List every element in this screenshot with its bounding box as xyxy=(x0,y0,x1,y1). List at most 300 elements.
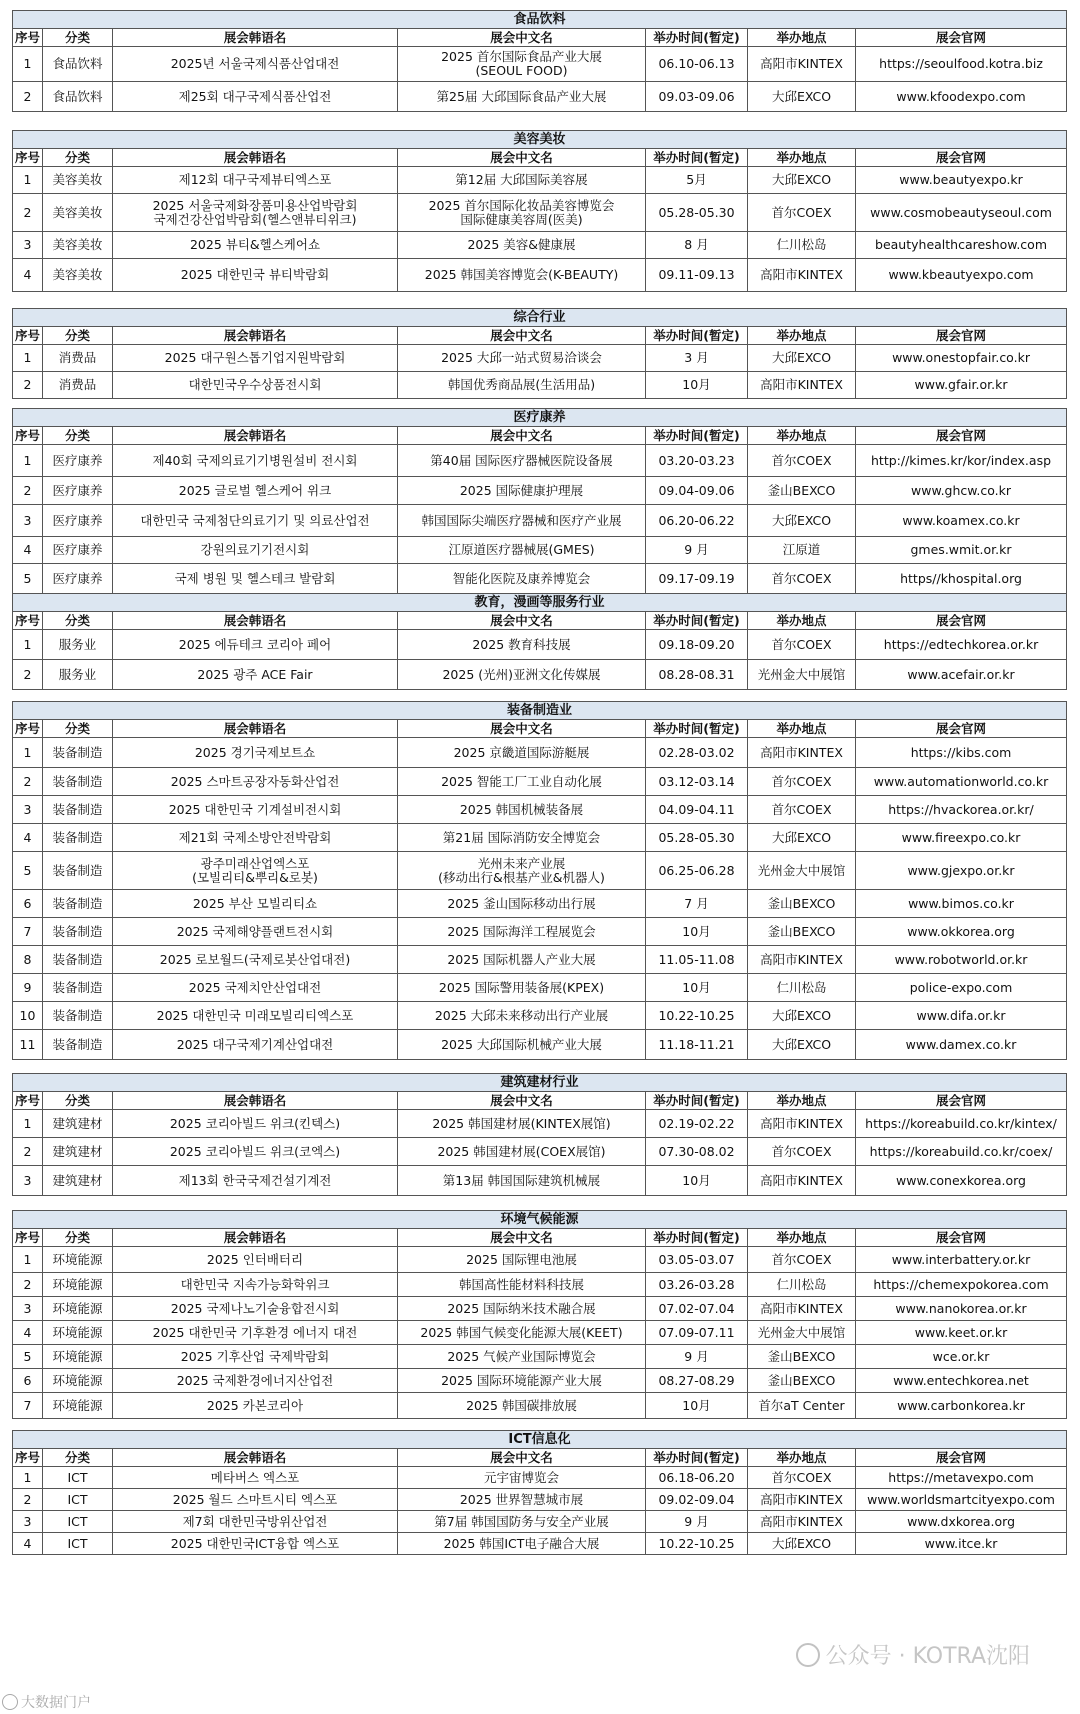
cell-website[interactable]: www.worldsmartcityexpo.com xyxy=(856,1489,1067,1511)
table-row xyxy=(13,194,1067,232)
cell-korean-name: 2025 대한민국 기계설비전시회 xyxy=(113,796,398,824)
cell-chinese-name: 第7届 韩国国防务与安全产业展 xyxy=(398,1511,646,1533)
cell-row-number: 6 xyxy=(13,1369,43,1393)
table-row xyxy=(13,768,1067,796)
cell-date: 10月 xyxy=(646,1393,748,1419)
cell-website[interactable]: www.gfair.or.kr xyxy=(856,372,1067,399)
cell-website[interactable]: https://metavexpo.com xyxy=(856,1467,1067,1489)
cell-row-number: 2 xyxy=(13,660,43,690)
column-header-row-number: 序号 xyxy=(13,149,43,167)
column-header-chinese-name: 展会中文名 xyxy=(398,1092,646,1110)
cell-website[interactable]: beautyhealthcareshow.com xyxy=(856,232,1067,259)
column-header-chinese-name: 展会中文名 xyxy=(398,612,646,630)
cell-chinese-name: 2025 大邱国际机械产业大展 xyxy=(398,1030,646,1060)
cell-korean-name: 2025 대구국제기계산업대전 xyxy=(113,1030,398,1060)
cell-website[interactable]: http://kimes.kr/kor/index.asp xyxy=(856,445,1067,477)
section-title-row xyxy=(13,1074,1067,1092)
cell-website[interactable]: www.okkorea.org xyxy=(856,918,1067,946)
cell-row-number: 4 xyxy=(13,259,43,292)
watermark-right-text: 公众号 · KOTRA沈阳 xyxy=(825,1644,1030,1669)
column-header-chinese-name: 展会中文名 xyxy=(398,427,646,445)
section-table xyxy=(12,593,1067,690)
table-header-row xyxy=(13,1092,1067,1110)
cell-korean-name: 2025 인터배터리 xyxy=(113,1247,398,1273)
table-row xyxy=(13,1393,1067,1419)
table-header-row xyxy=(13,612,1067,630)
column-header-korean-name: 展会韩语名 xyxy=(113,612,398,630)
cell-venue: 大邱EXCO xyxy=(748,824,856,852)
cell-korean-name: 광주미래산업엑스포 (모빌리티&뿌리&로봇) xyxy=(113,852,398,890)
cell-date: 11.05-11.08 xyxy=(646,946,748,974)
cell-korean-name: 2025 에듀테크 코리아 페어 xyxy=(113,630,398,660)
cell-row-number: 4 xyxy=(13,1321,43,1345)
cell-date: 9 月 xyxy=(646,537,748,564)
cell-website[interactable]: https://hvackorea.or.kr/ xyxy=(856,796,1067,824)
section-title-row xyxy=(13,1431,1067,1449)
cell-venue: 首尔COEX xyxy=(748,445,856,477)
cell-website[interactable]: police-expo.com xyxy=(856,974,1067,1002)
table-header-row xyxy=(13,149,1067,167)
column-header-chinese-name: 展会中文名 xyxy=(398,327,646,345)
cell-category: 医疗康养 xyxy=(43,477,113,505)
cell-website[interactable]: www.itce.kr xyxy=(856,1533,1067,1555)
cell-website[interactable]: www.entechkorea.net xyxy=(856,1369,1067,1393)
cell-category: 装备制造 xyxy=(43,1002,113,1030)
wechat-icon xyxy=(796,1643,820,1667)
cell-row-number: 3 xyxy=(13,1511,43,1533)
cell-date: 9 月 xyxy=(646,1511,748,1533)
column-header-category: 分类 xyxy=(43,149,113,167)
column-header-chinese-name: 展会中文名 xyxy=(398,149,646,167)
table-row xyxy=(13,630,1067,660)
table-row xyxy=(13,918,1067,946)
cell-chinese-name: 2025 韩国机械装备展 xyxy=(398,796,646,824)
cell-row-number: 1 xyxy=(13,1467,43,1489)
column-header-korean-name: 展会韩语名 xyxy=(113,427,398,445)
cell-date: 10.22-10.25 xyxy=(646,1533,748,1555)
section-table xyxy=(12,10,1067,112)
watermark-left xyxy=(2,1692,91,1712)
cell-chinese-name: 2025 国际锂电池展 xyxy=(398,1247,646,1273)
cell-date: 09.18-09.20 xyxy=(646,630,748,660)
cell-korean-name: 2025 월드 스마트시티 엑스포 xyxy=(113,1489,398,1511)
cell-row-number: 2 xyxy=(13,1138,43,1166)
cell-korean-name: 2025 글로벌 헬스케어 위크 xyxy=(113,477,398,505)
column-header-venue: 举办地点 xyxy=(748,1092,856,1110)
cell-category: 环境能源 xyxy=(43,1247,113,1273)
cell-korean-name: 제40회 국제의료기기병원설비 전시회 xyxy=(113,445,398,477)
cell-category: 食品饮料 xyxy=(43,47,113,82)
section-title-row xyxy=(13,702,1067,720)
section-title: 医疗康养 xyxy=(13,409,1067,427)
column-header-date: 举办时间(暂定) xyxy=(646,149,748,167)
table-row xyxy=(13,1489,1067,1511)
cell-chinese-name: 第21届 国际消防安全博览会 xyxy=(398,824,646,852)
cell-chinese-name: 2025 韩国气候变化能源大展(KEET) xyxy=(398,1321,646,1345)
cell-row-number: 4 xyxy=(13,537,43,564)
column-header-row-number: 序号 xyxy=(13,720,43,738)
cell-website[interactable]: www.automationworld.co.kr xyxy=(856,768,1067,796)
column-header-venue: 举办地点 xyxy=(748,720,856,738)
column-header-website: 展会官网 xyxy=(856,327,1067,345)
section-table xyxy=(12,130,1067,292)
cell-chinese-name: 2025 世界智慧城市展 xyxy=(398,1489,646,1511)
cell-website[interactable]: https://koreabuild.co.kr/kintex/ xyxy=(856,1110,1067,1138)
cell-row-number: 5 xyxy=(13,852,43,890)
section-table xyxy=(12,1073,1067,1196)
cell-date: 10月 xyxy=(646,918,748,946)
cell-chinese-name: 2025 韩国碳排放展 xyxy=(398,1393,646,1419)
cell-date: 04.09-04.11 xyxy=(646,796,748,824)
cell-chinese-name: 2025 国际健康护理展 xyxy=(398,477,646,505)
cell-website[interactable]: https://kibs.com xyxy=(856,738,1067,768)
table-row xyxy=(13,974,1067,1002)
cell-row-number: 1 xyxy=(13,1247,43,1273)
column-header-date: 举办时间(暂定) xyxy=(646,1229,748,1247)
cell-row-number: 3 xyxy=(13,232,43,259)
cell-website[interactable]: www.kfoodexpo.com xyxy=(856,82,1067,112)
column-header-row-number: 序号 xyxy=(13,612,43,630)
cell-chinese-name: 2025 首尔国际化妆品美容博览会 国际健康美容周(医美) xyxy=(398,194,646,232)
column-header-korean-name: 展会韩语名 xyxy=(113,1092,398,1110)
column-header-website: 展会官网 xyxy=(856,149,1067,167)
cell-chinese-name: 2025 大邱一站式贸易洽谈会 xyxy=(398,345,646,372)
section-title-row xyxy=(13,131,1067,149)
cell-chinese-name: 第13届 韩国国际建筑机械展 xyxy=(398,1166,646,1196)
table-row xyxy=(13,796,1067,824)
cell-date: 06.25-06.28 xyxy=(646,852,748,890)
cell-korean-name: 2025 로보월드(국제로봇산업대전) xyxy=(113,946,398,974)
cell-category: 装备制造 xyxy=(43,768,113,796)
table-header-row xyxy=(13,720,1067,738)
cell-venue: 首尔COEX xyxy=(748,796,856,824)
section-table xyxy=(12,1210,1067,1419)
cell-date: 07.09-07.11 xyxy=(646,1321,748,1345)
cell-venue: 大邱EXCO xyxy=(748,345,856,372)
cell-korean-name: 2025 부산 모빌리티쇼 xyxy=(113,890,398,918)
cell-date: 09.17-09.19 xyxy=(646,564,748,594)
cell-website[interactable]: wce.or.kr xyxy=(856,1345,1067,1369)
cell-website[interactable]: www.dxkorea.org xyxy=(856,1511,1067,1533)
cell-category: 医疗康养 xyxy=(43,445,113,477)
table-row xyxy=(13,1511,1067,1533)
cell-date: 10月 xyxy=(646,372,748,399)
cell-date: 09.11-09.13 xyxy=(646,259,748,292)
cell-row-number: 2 xyxy=(13,372,43,399)
table-header-row xyxy=(13,427,1067,445)
table-row xyxy=(13,167,1067,194)
cell-venue: 首尔COEX xyxy=(748,1247,856,1273)
cell-category: 消费品 xyxy=(43,372,113,399)
cell-category: 美容美妆 xyxy=(43,259,113,292)
cell-row-number: 4 xyxy=(13,824,43,852)
cell-chinese-name: 韩国高性能材料科技展 xyxy=(398,1273,646,1297)
column-header-venue: 举办地点 xyxy=(748,327,856,345)
cell-korean-name: 제21회 국제소방안전박람회 xyxy=(113,824,398,852)
cell-chinese-name: 2025 国际纳米技术融合展 xyxy=(398,1297,646,1321)
cell-date: 06.10-06.13 xyxy=(646,47,748,82)
cell-date: 10月 xyxy=(646,974,748,1002)
column-header-website: 展会官网 xyxy=(856,1229,1067,1247)
column-header-category: 分类 xyxy=(43,1229,113,1247)
section-title: 建筑建材行业 xyxy=(13,1074,1067,1092)
cell-row-number: 2 xyxy=(13,768,43,796)
table-row xyxy=(13,1369,1067,1393)
cell-date: 8 月 xyxy=(646,232,748,259)
cell-date: 03.26-03.28 xyxy=(646,1273,748,1297)
column-header-category: 分类 xyxy=(43,327,113,345)
column-header-category: 分类 xyxy=(43,427,113,445)
section-title: 教育，漫画等服务行业 xyxy=(13,594,1067,612)
section-title: 美容美妆 xyxy=(13,131,1067,149)
column-header-korean-name: 展会韩语名 xyxy=(113,1449,398,1467)
cell-website[interactable]: www.kbeautyexpo.com xyxy=(856,259,1067,292)
cell-korean-name: 2025 국제나노기술융합전시회 xyxy=(113,1297,398,1321)
cell-korean-name: 제13회 한국국제건설기계전 xyxy=(113,1166,398,1196)
cell-website[interactable]: www.acefair.or.kr xyxy=(856,660,1067,690)
cell-chinese-name: 江原道医疗器械展(GMES) xyxy=(398,537,646,564)
section-title-row xyxy=(13,309,1067,327)
cell-category: ICT xyxy=(43,1511,113,1533)
cell-website[interactable]: www.beautyexpo.kr xyxy=(856,167,1067,194)
cell-korean-name: 대한민국 국제첨단의료기기 및 의료산업전 xyxy=(113,505,398,537)
cell-row-number: 4 xyxy=(13,1533,43,1555)
table-row xyxy=(13,1030,1067,1060)
cell-row-number: 2 xyxy=(13,477,43,505)
cell-chinese-name: 第12届 大邱国际美容展 xyxy=(398,167,646,194)
table-row xyxy=(13,660,1067,690)
cell-category: 环境能源 xyxy=(43,1297,113,1321)
table-row xyxy=(13,738,1067,768)
cell-website[interactable]: www.difa.or.kr xyxy=(856,1002,1067,1030)
cell-website[interactable]: www.conexkorea.org xyxy=(856,1166,1067,1196)
cell-chinese-name: 光州未来产业展 (移动出行&根基产业&机器人) xyxy=(398,852,646,890)
watermark-left-text: 大数据门户 xyxy=(21,1695,91,1711)
column-header-category: 分类 xyxy=(43,720,113,738)
cell-category: 食品饮料 xyxy=(43,82,113,112)
cell-date: 03.12-03.14 xyxy=(646,768,748,796)
cell-row-number: 6 xyxy=(13,890,43,918)
column-header-category: 分类 xyxy=(43,1449,113,1467)
cell-venue: 大邱EXCO xyxy=(748,1030,856,1060)
cell-venue: 首尔aT Center xyxy=(748,1393,856,1419)
cell-venue: 高阳市KINTEX xyxy=(748,1166,856,1196)
cell-venue: 釜山BEXCO xyxy=(748,477,856,505)
cell-date: 10月 xyxy=(646,1166,748,1196)
column-header-chinese-name: 展会中文名 xyxy=(398,1229,646,1247)
cell-website[interactable]: www.onestopfair.co.kr xyxy=(856,345,1067,372)
column-header-category: 分类 xyxy=(43,1092,113,1110)
cell-date: 10.22-10.25 xyxy=(646,1002,748,1030)
cell-venue: 高阳市KINTEX xyxy=(748,1511,856,1533)
cell-row-number: 2 xyxy=(13,1273,43,1297)
watermark-right xyxy=(796,1639,1030,1670)
cell-row-number: 1 xyxy=(13,1110,43,1138)
cell-chinese-name: 2025 韩国建材展(KINTEX展馆) xyxy=(398,1110,646,1138)
cell-chinese-name: 2025 釜山国际移动出行展 xyxy=(398,890,646,918)
cell-row-number: 1 xyxy=(13,738,43,768)
cell-category: 环境能源 xyxy=(43,1273,113,1297)
cell-korean-name: 제7회 대한민국방위산업전 xyxy=(113,1511,398,1533)
cell-korean-name: 2025 카본코리아 xyxy=(113,1393,398,1419)
cell-website[interactable]: https://seoulfood.kotra.biz xyxy=(856,47,1067,82)
cell-category: 装备制造 xyxy=(43,824,113,852)
cell-category: ICT xyxy=(43,1467,113,1489)
section-table xyxy=(12,1430,1067,1555)
column-header-venue: 举办地点 xyxy=(748,149,856,167)
cell-chinese-name: 2025 气候产业国际博览会 xyxy=(398,1345,646,1369)
cell-website[interactable]: www.koamex.co.kr xyxy=(856,505,1067,537)
cell-date: 03.05-03.07 xyxy=(646,1247,748,1273)
cell-date: 08.28-08.31 xyxy=(646,660,748,690)
cell-chinese-name: 2025 首尔国际食品产业大展 (SEOUL FOOD) xyxy=(398,47,646,82)
column-header-category: 分类 xyxy=(43,29,113,47)
cell-category: 美容美妆 xyxy=(43,167,113,194)
cell-category: 医疗康养 xyxy=(43,564,113,594)
column-header-date: 举办时间(暂定) xyxy=(646,612,748,630)
cell-korean-name: 2025 대한민국ICT융합 엑스포 xyxy=(113,1533,398,1555)
column-header-row-number: 序号 xyxy=(13,1229,43,1247)
cell-korean-name: 2025 광주 ACE Fair xyxy=(113,660,398,690)
cell-row-number: 2 xyxy=(13,1489,43,1511)
table-row xyxy=(13,1138,1067,1166)
cell-venue: 高阳市KINTEX xyxy=(748,946,856,974)
cell-row-number: 2 xyxy=(13,194,43,232)
cell-venue: 大邱EXCO xyxy=(748,82,856,112)
cell-date: 5月 xyxy=(646,167,748,194)
cell-venue: 仁川松岛 xyxy=(748,232,856,259)
cell-korean-name: 대한민국 지속가능화학위크 xyxy=(113,1273,398,1297)
cell-row-number: 3 xyxy=(13,505,43,537)
cell-row-number: 1 xyxy=(13,167,43,194)
cell-website[interactable]: https//khospital.org xyxy=(856,564,1067,594)
column-header-venue: 举办地点 xyxy=(748,1229,856,1247)
section-title-row xyxy=(13,594,1067,612)
cell-chinese-name: 智能化医院及康养博览会 xyxy=(398,564,646,594)
section-title-row xyxy=(13,409,1067,427)
column-header-date: 举办时间(暂定) xyxy=(646,327,748,345)
cell-website[interactable]: www.carbonkorea.kr xyxy=(856,1393,1067,1419)
cell-row-number: 5 xyxy=(13,564,43,594)
column-header-category: 分类 xyxy=(43,612,113,630)
cell-date: 11.18-11.21 xyxy=(646,1030,748,1060)
cell-date: 09.04-09.06 xyxy=(646,477,748,505)
column-header-website: 展会官网 xyxy=(856,29,1067,47)
cell-venue: 高阳市KINTEX xyxy=(748,259,856,292)
table-row xyxy=(13,82,1067,112)
cell-venue: 首尔COEX xyxy=(748,1467,856,1489)
cell-chinese-name: 2025 教育科技展 xyxy=(398,630,646,660)
cell-korean-name: 국제 병원 및 헬스테크 발람회 xyxy=(113,564,398,594)
cell-chinese-name: 2025 韩国ICT电子融合大展 xyxy=(398,1533,646,1555)
cell-website[interactable]: gmes.wmit.or.kr xyxy=(856,537,1067,564)
column-header-row-number: 序号 xyxy=(13,327,43,345)
column-header-venue: 举办地点 xyxy=(748,1449,856,1467)
watermark-icon xyxy=(2,1694,18,1710)
cell-korean-name: 대한민국우수상품전시회 xyxy=(113,372,398,399)
cell-chinese-name: 2025 国际警用装备展(KPEX) xyxy=(398,974,646,1002)
cell-category: 环境能源 xyxy=(43,1369,113,1393)
cell-website[interactable]: www.bimos.co.kr xyxy=(856,890,1067,918)
table-row xyxy=(13,47,1067,82)
cell-row-number: 9 xyxy=(13,974,43,1002)
cell-korean-name: 2025 대구원스톱기업지원박람회 xyxy=(113,345,398,372)
cell-website[interactable]: www.nanokorea.or.kr xyxy=(856,1297,1067,1321)
cell-chinese-name: 2025 (光州)亚洲文化传媒展 xyxy=(398,660,646,690)
table-row xyxy=(13,1467,1067,1489)
cell-category: 环境能源 xyxy=(43,1321,113,1345)
cell-row-number: 10 xyxy=(13,1002,43,1030)
table-row xyxy=(13,824,1067,852)
column-header-korean-name: 展会韩语名 xyxy=(113,149,398,167)
cell-venue: 釜山BEXCO xyxy=(748,1369,856,1393)
cell-website[interactable]: www.cosmobeautyseoul.com xyxy=(856,194,1067,232)
column-header-korean-name: 展会韩语名 xyxy=(113,1229,398,1247)
table-header-row xyxy=(13,1449,1067,1467)
cell-date: 06.20-06.22 xyxy=(646,505,748,537)
cell-venue: 大邱EXCO xyxy=(748,167,856,194)
cell-website[interactable]: https://chemexpokorea.com xyxy=(856,1273,1067,1297)
cell-website[interactable]: www.interbattery.or.kr xyxy=(856,1247,1067,1273)
cell-website[interactable]: www.gjexpo.or.kr xyxy=(856,852,1067,890)
cell-row-number: 3 xyxy=(13,1166,43,1196)
cell-website[interactable]: www.ghcw.co.kr xyxy=(856,477,1067,505)
table-row xyxy=(13,1297,1067,1321)
cell-korean-name: 제25회 대구국제식품산업전 xyxy=(113,82,398,112)
cell-chinese-name: 2025 国际机器人产业大展 xyxy=(398,946,646,974)
cell-korean-name: 2025년 서울국제식품산업대전 xyxy=(113,47,398,82)
table-row xyxy=(13,1321,1067,1345)
cell-date: 07.30-08.02 xyxy=(646,1138,748,1166)
section-title-row xyxy=(13,11,1067,29)
cell-category: 医疗康养 xyxy=(43,505,113,537)
section-title: 环境气候能源 xyxy=(13,1211,1067,1229)
cell-website[interactable]: www.damex.co.kr xyxy=(856,1030,1067,1060)
cell-category: 装备制造 xyxy=(43,1030,113,1060)
cell-website[interactable]: www.fireexpo.co.kr xyxy=(856,824,1067,852)
cell-website[interactable]: www.robotworld.or.kr xyxy=(856,946,1067,974)
cell-date: 05.28-05.30 xyxy=(646,194,748,232)
cell-category: 环境能源 xyxy=(43,1393,113,1419)
cell-chinese-name: 2025 美容&健康展 xyxy=(398,232,646,259)
cell-venue: 光州金大中展馆 xyxy=(748,660,856,690)
cell-website[interactable]: https://edtechkorea.or.kr xyxy=(856,630,1067,660)
column-header-chinese-name: 展会中文名 xyxy=(398,1449,646,1467)
cell-website[interactable]: www.keet.or.kr xyxy=(856,1321,1067,1345)
cell-venue: 首尔COEX xyxy=(748,630,856,660)
cell-date: 7 月 xyxy=(646,890,748,918)
cell-korean-name: 2025 대한민국 뷰티박람회 xyxy=(113,259,398,292)
table-row xyxy=(13,1345,1067,1369)
section-title: 装备制造业 xyxy=(13,702,1067,720)
cell-korean-name: 2025 기후산업 국제박람회 xyxy=(113,1345,398,1369)
section-table xyxy=(12,701,1067,1060)
cell-date: 08.27-08.29 xyxy=(646,1369,748,1393)
cell-date: 07.02-07.04 xyxy=(646,1297,748,1321)
cell-website[interactable]: https://koreabuild.co.kr/coex/ xyxy=(856,1138,1067,1166)
cell-chinese-name: 2025 京畿道国际游艇展 xyxy=(398,738,646,768)
cell-venue: 江原道 xyxy=(748,537,856,564)
table-row xyxy=(13,505,1067,537)
table-row xyxy=(13,890,1067,918)
table-row xyxy=(13,1273,1067,1297)
cell-category: 美容美妆 xyxy=(43,232,113,259)
table-row xyxy=(13,946,1067,974)
cell-row-number: 1 xyxy=(13,445,43,477)
cell-venue: 仁川松岛 xyxy=(748,1273,856,1297)
cell-category: 装备制造 xyxy=(43,918,113,946)
table-row xyxy=(13,1247,1067,1273)
